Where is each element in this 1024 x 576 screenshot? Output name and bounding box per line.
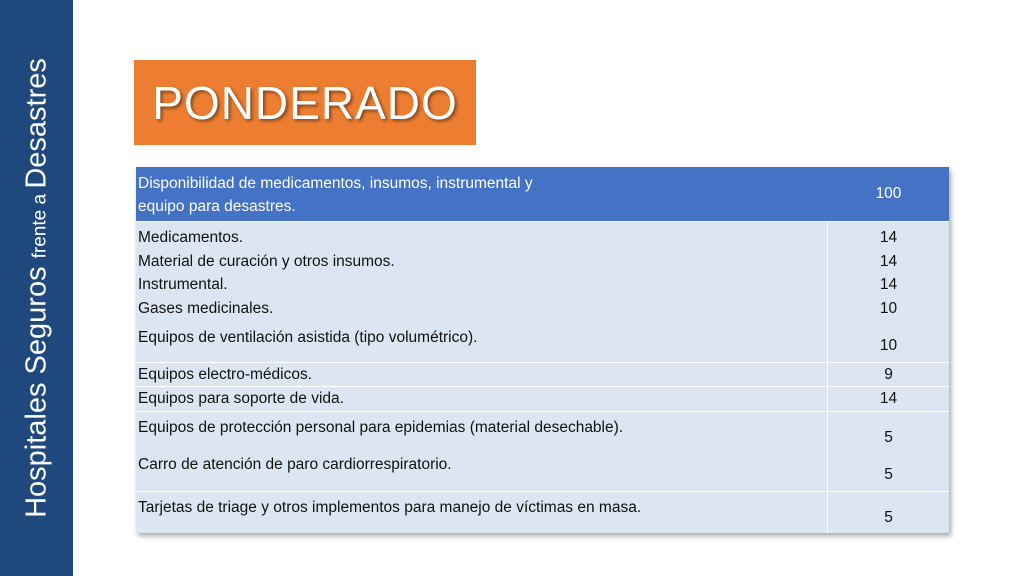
side-title-part3: Desastres <box>20 58 53 189</box>
value-ventilacion: 10 <box>879 337 898 354</box>
value-gases: 10 <box>879 299 898 317</box>
item-instrumental: Instrumental. <box>138 276 228 293</box>
group-2-values <box>828 412 949 491</box>
header-line-2: equipo para desastres. <box>138 198 296 215</box>
value-carro-paro: 5 <box>884 466 893 483</box>
table-header-row <box>136 167 949 222</box>
electro-label: Equipos electro-médicos. <box>136 363 828 387</box>
electro-value: 9 <box>884 365 893 383</box>
title-box <box>134 60 476 145</box>
value-medicamentos: 14 <box>879 229 898 246</box>
item-proteccion: Equipos de protección personal para epidemias (material desechable). <box>138 418 624 436</box>
side-band <box>0 0 73 576</box>
table-row-soporte <box>136 387 949 412</box>
triage-label: Tarjetas de triage y otros implementos para manejo de víctimas en masa. <box>136 492 828 534</box>
group-2-description <box>136 412 828 491</box>
weighting-table <box>136 167 949 533</box>
item-gases: Gases medicinales. <box>138 299 274 317</box>
item-medicamentos: Medicamentos. <box>138 229 244 246</box>
table-row-electro <box>136 363 949 388</box>
table-row-triage <box>136 492 949 534</box>
header-value: 100 <box>875 185 902 203</box>
table-row-group-2 <box>136 412 949 492</box>
header-description <box>136 167 828 221</box>
group-1-description <box>136 222 828 362</box>
side-title-part2: frente a <box>29 188 51 259</box>
triage-value: 5 <box>884 508 893 526</box>
table-row-group-1 <box>136 222 949 363</box>
group-1-values <box>828 222 949 362</box>
value-material-curacion: 14 <box>879 252 898 270</box>
header-line-1: Disponibilidad de medicamentos, insumos, instrumental y <box>138 175 533 192</box>
item-ventilacion: Equipos de ventilación asistida (tipo volumétrico). <box>138 329 478 346</box>
side-title-part1: Hospitales Seguros <box>20 258 53 518</box>
slide-title: PONDERADO <box>152 76 458 129</box>
value-instrumental: 14 <box>879 276 898 293</box>
item-carro-paro: Carro de atención de paro cardiorrespiratorio. <box>138 456 452 473</box>
soporte-value: 14 <box>879 390 898 407</box>
side-title <box>21 58 54 518</box>
soporte-label: Equipos para soporte de vida. <box>136 387 828 411</box>
value-proteccion: 5 <box>884 428 893 446</box>
item-material-curacion: Material de curación y otros insumos. <box>138 252 395 270</box>
